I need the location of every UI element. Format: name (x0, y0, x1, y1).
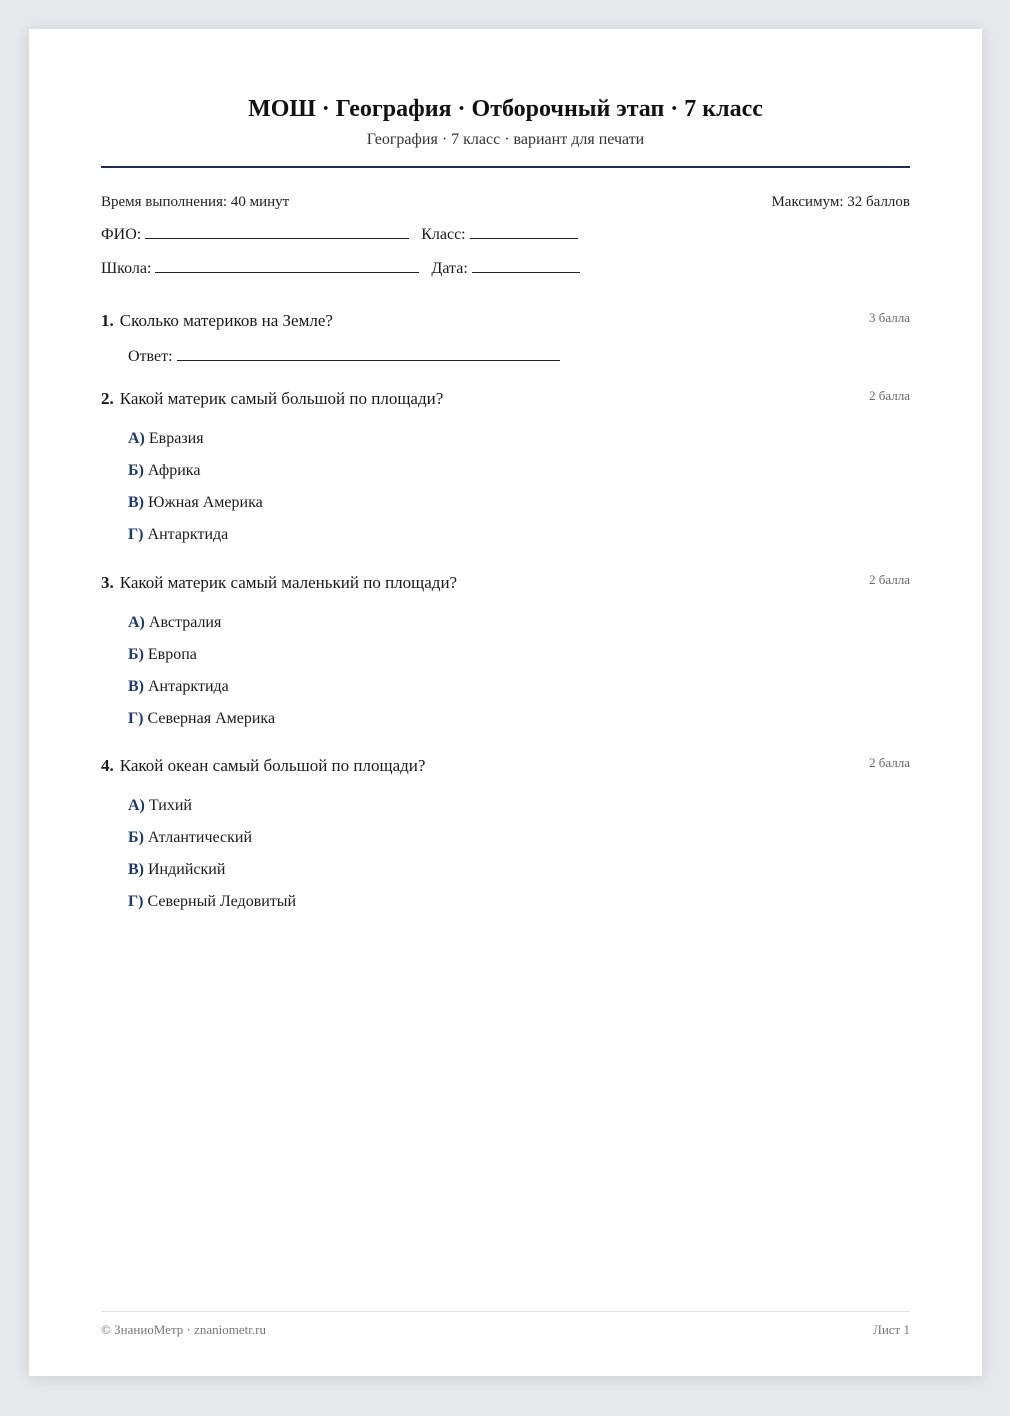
option-text: Африка (147, 462, 201, 479)
page-footer (101, 1322, 910, 1338)
question-header (101, 310, 910, 332)
student-fields-row-2 (101, 258, 910, 279)
header-divider (101, 166, 910, 168)
option-text: Индийский (148, 861, 226, 878)
option-text: Европа (147, 646, 197, 663)
answer-row (128, 346, 910, 367)
option-letter: Б) (128, 462, 144, 479)
option-letter: А) (128, 797, 145, 814)
question-text: Какой материк самый маленький по площади? (119, 573, 458, 592)
question-text: Какой океан самый большой по площади? (119, 756, 426, 775)
question-number: 2. (101, 389, 114, 408)
question-header (101, 755, 910, 777)
class-label: Класс: (421, 226, 466, 243)
option-b[interactable] (128, 828, 910, 860)
question-4 (101, 755, 910, 924)
option-a[interactable] (128, 429, 910, 461)
answer-label: Ответ: (128, 348, 173, 365)
question-points: 3 балла (869, 310, 910, 325)
question-header (101, 572, 910, 594)
option-text: Тихий (148, 797, 192, 814)
option-letter: В) (128, 861, 144, 878)
question-3 (101, 572, 910, 741)
option-letter: А) (128, 430, 145, 447)
fio-field[interactable] (145, 224, 409, 239)
student-fields-row-1 (101, 224, 910, 245)
class-field[interactable] (470, 224, 578, 239)
option-letter: Б) (128, 646, 144, 663)
page-content (101, 29, 910, 1376)
question-number: 1. (101, 311, 114, 330)
question-text: Какой материк самый большой по площади? (119, 389, 444, 408)
option-text: Антарктида (148, 678, 229, 695)
date-field[interactable] (472, 258, 580, 273)
option-g[interactable] (128, 709, 910, 741)
option-b[interactable] (128, 461, 910, 493)
option-letter: В) (128, 678, 144, 695)
question-2 (101, 388, 910, 557)
options-list (128, 429, 910, 557)
max-score: Максимум: 32 баллов (771, 194, 910, 210)
option-a[interactable] (128, 796, 910, 828)
option-text: Северная Америка (147, 710, 276, 727)
option-text: Антарктида (147, 526, 229, 543)
option-letter: А) (128, 614, 145, 631)
answer-field[interactable] (177, 346, 560, 361)
question-points: 2 балла (869, 755, 910, 770)
option-text: Северный Ледовитый (147, 893, 297, 910)
option-letter: Г) (128, 710, 144, 727)
time-limit: Время выполнения: 40 минут (101, 194, 290, 210)
footer-copyright: © ЗнаниоМетр · znaniometr.ru (101, 1322, 266, 1337)
document-page (29, 29, 982, 1376)
option-v[interactable] (128, 677, 910, 709)
option-letter: В) (128, 494, 144, 511)
question-header (101, 388, 910, 410)
option-letter: Г) (128, 893, 144, 910)
date-label: Дата: (431, 260, 468, 277)
question-points: 2 балла (869, 572, 910, 587)
option-a[interactable] (128, 613, 910, 645)
school-label: Школа: (101, 260, 152, 277)
question-points: 2 балла (869, 388, 910, 403)
question-1 (101, 310, 910, 367)
option-g[interactable] (128, 525, 910, 557)
option-text: Атлантический (147, 829, 253, 846)
options-list (128, 796, 910, 924)
question-number: 3. (101, 573, 114, 592)
option-text: Австралия (148, 614, 222, 631)
option-text: Южная Америка (148, 494, 263, 511)
option-text: Евразия (148, 430, 204, 447)
option-g[interactable] (128, 892, 910, 924)
footer-divider (101, 1311, 910, 1312)
option-v[interactable] (128, 860, 910, 892)
fio-label: ФИО: (101, 226, 142, 243)
option-letter: Г) (128, 526, 144, 543)
option-b[interactable] (128, 645, 910, 677)
school-field[interactable] (155, 258, 419, 273)
exam-info-row (101, 192, 910, 212)
page-title: МОШ · География · Отборочный этап · 7 класс (248, 96, 763, 122)
sheet-number: Лист 1 (873, 1322, 910, 1337)
options-list (128, 613, 910, 741)
page-subtitle: География · 7 класс · вариант для печати (366, 131, 645, 148)
question-number: 4. (101, 756, 114, 775)
option-v[interactable] (128, 493, 910, 525)
option-letter: Б) (128, 829, 144, 846)
question-text: Сколько материков на Земле? (119, 311, 333, 330)
